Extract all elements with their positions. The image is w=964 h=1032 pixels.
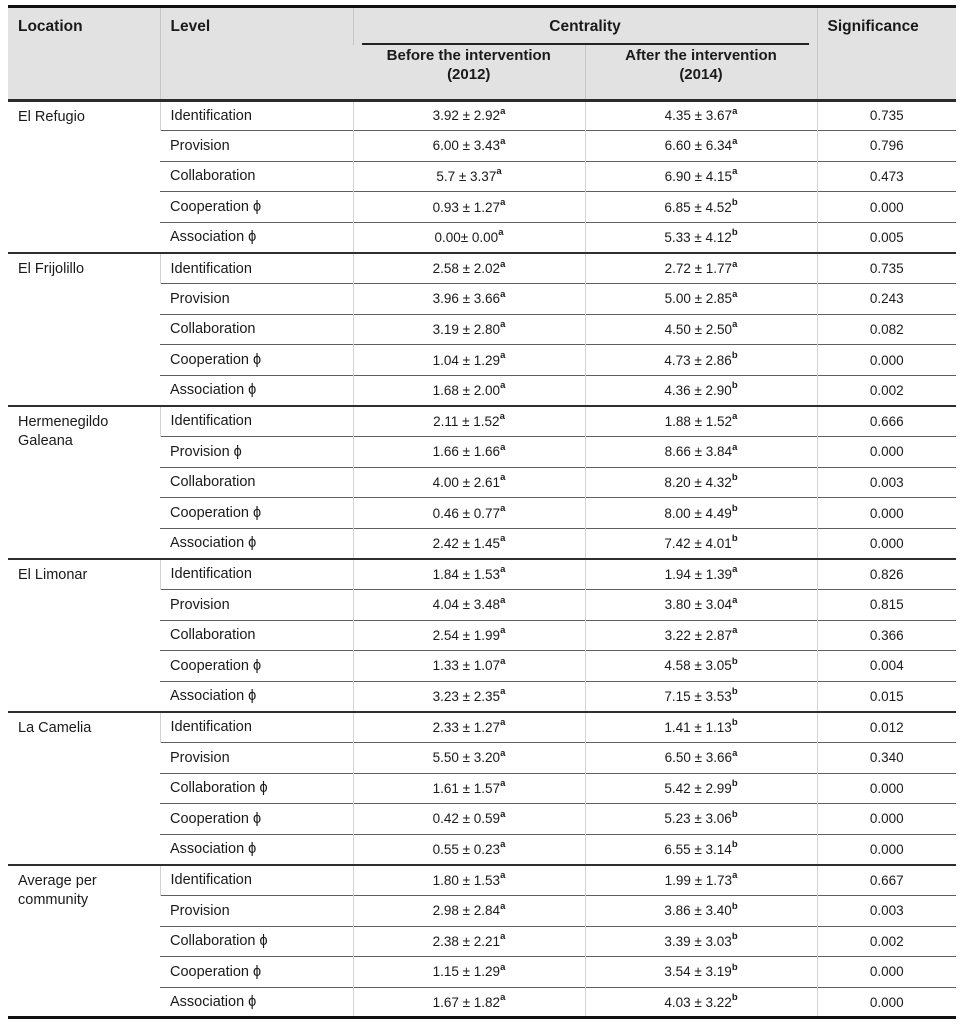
level-cell: Provision — [160, 895, 353, 926]
before-value-cell — [353, 498, 585, 529]
table-header — [8, 7, 956, 101]
after-value-cell — [585, 651, 817, 682]
location-cell: La Camelia — [8, 712, 160, 865]
superscript-b: b — [731, 839, 738, 851]
level-cell: Cooperation ϕ — [160, 498, 353, 529]
significance-cell — [817, 865, 956, 896]
superscript-b: b — [731, 931, 738, 943]
before-value-cell-text: 0.93 ± 1.27 — [432, 199, 501, 215]
superscript-a: a — [732, 594, 738, 606]
after-value-cell — [585, 804, 817, 835]
after-value-cell-text: 4.36 ± 2.90 — [664, 382, 732, 398]
centrality-table — [8, 5, 956, 1019]
superscript-a: a — [732, 166, 738, 178]
before-value-cell-text: 1.84 ± 1.53 — [432, 566, 501, 582]
superscript-b: b — [731, 533, 738, 545]
after-value-cell — [585, 314, 817, 345]
significance-cell — [817, 498, 956, 529]
superscript-a: a — [732, 411, 738, 423]
significance-cell-text: 0.000 — [869, 352, 904, 368]
before-value-cell — [353, 742, 585, 773]
after-value-cell — [585, 498, 817, 529]
header-centrality-label: Centrality — [362, 18, 809, 45]
significance-cell — [817, 895, 956, 926]
before-value-cell-text: 2.11 ± 1.52 — [433, 413, 500, 429]
level-cell: Provision — [160, 131, 353, 162]
level-cell: Association ϕ — [160, 528, 353, 559]
significance-cell — [817, 406, 956, 437]
after-value-cell — [585, 253, 817, 284]
level-cell: Collaboration — [160, 161, 353, 192]
before-value-cell — [353, 957, 585, 988]
significance-cell-text: 0.735 — [869, 108, 904, 124]
superscript-a: a — [500, 564, 506, 576]
before-value-cell — [353, 375, 585, 406]
before-value-cell — [353, 590, 585, 621]
before-value-cell — [353, 314, 585, 345]
before-value-cell — [353, 712, 585, 743]
significance-cell — [817, 528, 956, 559]
superscript-b: b — [731, 686, 738, 698]
before-value-cell — [353, 253, 585, 284]
significance-cell — [817, 345, 956, 376]
significance-cell — [817, 314, 956, 345]
significance-cell-text: 0.735 — [869, 261, 904, 277]
header-after — [585, 45, 817, 100]
after-value-cell-text: 8.00 ± 4.49 — [664, 505, 732, 521]
level-cell: Cooperation ϕ — [160, 804, 353, 835]
level-cell: Provision — [160, 284, 353, 315]
significance-cell — [817, 100, 956, 131]
superscript-a: a — [500, 533, 506, 545]
superscript-b: b — [731, 717, 738, 729]
before-value-cell-text: 2.58 ± 2.02 — [432, 261, 501, 277]
superscript-b: b — [731, 380, 738, 392]
before-value-cell-text: 2.98 ± 2.84 — [432, 903, 501, 919]
superscript-a: a — [500, 870, 506, 882]
superscript-a: a — [732, 258, 738, 270]
location-cell: El Frijolillo — [8, 253, 160, 406]
header-location: Location — [18, 18, 83, 35]
after-value-cell-text: 4.50 ± 2.50 — [664, 321, 733, 337]
level-cell: Identification — [160, 406, 353, 437]
superscript-a: a — [500, 288, 506, 300]
before-value-cell-text: 3.96 ± 3.66 — [432, 291, 501, 307]
significance-cell — [817, 834, 956, 865]
before-value-cell-text: 4.04 ± 3.48 — [432, 597, 501, 613]
after-value-cell — [585, 865, 817, 896]
before-value-cell-text: 0.00± 0.00 — [434, 229, 499, 245]
before-value-cell-text: 5.7 ± 3.37 — [436, 168, 497, 184]
significance-cell-text: 0.002 — [869, 933, 904, 949]
significance-cell — [817, 131, 956, 162]
after-value-cell-text: 5.00 ± 2.85 — [664, 291, 733, 307]
before-value-cell — [353, 651, 585, 682]
after-value-cell — [585, 620, 817, 651]
superscript-a: a — [500, 808, 506, 820]
after-value-cell — [585, 192, 817, 223]
superscript-b: b — [731, 350, 738, 362]
superscript-a: a — [732, 319, 738, 331]
superscript-a: a — [498, 227, 504, 239]
significance-cell-text: 0.000 — [869, 535, 904, 551]
after-value-cell-text: 5.42 ± 2.99 — [664, 780, 732, 796]
header-significance: Significance — [817, 7, 956, 101]
before-value-cell — [353, 100, 585, 131]
before-value-cell-text: 0.42 ± 0.59 — [432, 811, 501, 827]
header-row-main — [8, 7, 956, 46]
after-value-cell — [585, 590, 817, 621]
after-value-cell-text: 1.41 ± 1.13 — [664, 719, 732, 735]
superscript-a: a — [732, 564, 738, 576]
level-cell: Provision — [160, 590, 353, 621]
after-value-cell-text: 8.66 ± 3.84 — [664, 444, 733, 460]
level-cell: Association ϕ — [160, 375, 353, 406]
superscript-a: a — [500, 441, 506, 453]
significance-cell-text: 0.000 — [869, 994, 904, 1010]
superscript-a: a — [500, 594, 506, 606]
superscript-a: a — [500, 931, 506, 943]
after-value-cell — [585, 987, 817, 1018]
level-cell: Identification — [160, 712, 353, 743]
superscript-a: a — [500, 258, 506, 270]
before-value-cell — [353, 222, 585, 253]
before-value-cell-text: 3.19 ± 2.80 — [432, 321, 501, 337]
significance-cell — [817, 161, 956, 192]
superscript-a: a — [500, 747, 506, 759]
before-value-cell-text: 2.54 ± 1.99 — [432, 627, 501, 643]
before-value-cell-text: 1.66 ± 1.66 — [432, 444, 501, 460]
after-value-cell — [585, 895, 817, 926]
table-row — [8, 865, 956, 896]
superscript-a: a — [500, 503, 506, 515]
superscript-a: a — [500, 900, 506, 912]
header-before — [353, 45, 585, 100]
significance-cell — [817, 957, 956, 988]
superscript-a: a — [500, 319, 506, 331]
superscript-a: a — [500, 197, 506, 209]
before-value-cell — [353, 131, 585, 162]
significance-cell-text: 0.002 — [869, 382, 904, 398]
before-value-cell — [353, 528, 585, 559]
header-level: Level — [160, 7, 353, 101]
after-value-cell — [585, 926, 817, 957]
after-value-cell — [585, 161, 817, 192]
after-value-cell-text: 4.35 ± 3.67 — [664, 108, 733, 124]
level-cell: Collaboration — [160, 620, 353, 651]
significance-cell — [817, 742, 956, 773]
significance-cell — [817, 467, 956, 498]
significance-cell-text: 0.000 — [869, 199, 904, 215]
before-value-cell — [353, 192, 585, 223]
before-value-cell — [353, 406, 585, 437]
significance-cell-text: 0.012 — [869, 719, 904, 735]
after-value-cell — [585, 131, 817, 162]
superscript-a: a — [500, 655, 506, 667]
significance-cell-text: 0.003 — [869, 903, 904, 919]
superscript-a: a — [500, 472, 506, 484]
before-value-cell-text: 0.46 ± 0.77 — [432, 505, 501, 521]
superscript-a: a — [500, 839, 506, 851]
after-value-cell — [585, 957, 817, 988]
before-value-cell — [353, 620, 585, 651]
level-cell: Association ϕ — [160, 681, 353, 712]
significance-cell-text: 0.815 — [869, 597, 904, 613]
superscript-a: a — [500, 625, 506, 637]
superscript-a: a — [500, 717, 506, 729]
level-cell: Provision — [160, 742, 353, 773]
superscript-a: a — [732, 441, 738, 453]
superscript-a: a — [732, 288, 738, 300]
before-value-cell-text: 3.23 ± 2.35 — [432, 688, 501, 704]
before-value-cell — [353, 161, 585, 192]
table-row — [8, 559, 956, 590]
before-value-cell — [353, 437, 585, 468]
level-cell: Collaboration — [160, 314, 353, 345]
significance-cell-text: 0.366 — [869, 627, 904, 643]
level-cell: Cooperation ϕ — [160, 345, 353, 376]
after-value-cell-text: 1.99 ± 1.73 — [664, 872, 733, 888]
after-value-cell — [585, 559, 817, 590]
significance-cell-text: 0.826 — [869, 566, 904, 582]
significance-cell-text: 0.796 — [869, 138, 904, 154]
before-value-cell — [353, 926, 585, 957]
level-cell: Cooperation ϕ — [160, 957, 353, 988]
after-value-cell — [585, 100, 817, 131]
before-value-cell-text: 1.68 ± 2.00 — [432, 382, 501, 398]
significance-cell — [817, 773, 956, 804]
significance-cell-text: 0.000 — [869, 964, 904, 980]
after-value-cell — [585, 681, 817, 712]
after-value-cell — [585, 437, 817, 468]
superscript-a: a — [496, 166, 502, 178]
superscript-a: a — [500, 135, 506, 147]
after-value-cell-text: 4.03 ± 3.22 — [664, 994, 732, 1010]
before-value-cell — [353, 284, 585, 315]
before-value-cell-text: 0.55 ± 0.23 — [432, 841, 501, 857]
after-value-cell-text: 4.58 ± 3.05 — [664, 658, 732, 674]
significance-cell — [817, 437, 956, 468]
before-value-cell-text: 1.80 ± 1.53 — [432, 872, 501, 888]
before-value-cell-text: 2.33 ± 1.27 — [432, 719, 501, 735]
significance-cell — [817, 284, 956, 315]
after-value-cell-text: 4.73 ± 2.86 — [664, 352, 732, 368]
before-value-cell-text: 2.38 ± 2.21 — [432, 933, 501, 949]
significance-cell — [817, 192, 956, 223]
after-value-cell — [585, 467, 817, 498]
significance-cell-text: 0.082 — [869, 321, 904, 337]
before-value-cell-text: 1.15 ± 1.29 — [432, 964, 501, 980]
before-value-cell-text: 6.00 ± 3.43 — [432, 138, 501, 154]
after-value-cell-text: 7.42 ± 4.01 — [664, 535, 732, 551]
superscript-b: b — [731, 961, 738, 973]
level-cell: Collaboration — [160, 467, 353, 498]
level-cell: Identification — [160, 559, 353, 590]
level-cell: Association ϕ — [160, 987, 353, 1018]
superscript-b: b — [731, 808, 738, 820]
significance-cell-text: 0.000 — [869, 841, 904, 857]
after-value-cell — [585, 222, 817, 253]
after-value-cell — [585, 834, 817, 865]
after-value-cell-text: 5.33 ± 4.12 — [664, 229, 732, 245]
before-value-cell — [353, 559, 585, 590]
significance-cell-text: 0.473 — [869, 168, 904, 184]
significance-cell-text: 0.000 — [869, 444, 904, 460]
significance-cell-text: 0.004 — [869, 658, 904, 674]
superscript-a: a — [500, 380, 506, 392]
table-row — [8, 253, 956, 284]
significance-cell — [817, 620, 956, 651]
significance-cell-text: 0.003 — [869, 474, 904, 490]
before-value-cell-text: 2.42 ± 1.45 — [432, 535, 501, 551]
superscript-b: b — [731, 227, 738, 239]
superscript-a: a — [499, 411, 505, 423]
table-row — [8, 712, 956, 743]
level-cell: Cooperation ϕ — [160, 192, 353, 223]
after-value-cell-text: 6.55 ± 3.14 — [664, 841, 732, 857]
superscript-b: b — [731, 503, 738, 515]
before-value-cell-text: 3.92 ± 2.92 — [432, 108, 501, 124]
before-value-cell-text: 4.00 ± 2.61 — [432, 474, 501, 490]
level-cell: Association ϕ — [160, 222, 353, 253]
after-value-cell — [585, 528, 817, 559]
after-value-cell-text: 1.94 ± 1.39 — [664, 566, 733, 582]
before-value-cell — [353, 987, 585, 1018]
significance-cell — [817, 222, 956, 253]
after-value-cell — [585, 742, 817, 773]
header-before-label: Before the intervention (2012) — [386, 47, 551, 83]
before-value-cell-text: 5.50 ± 3.20 — [432, 750, 501, 766]
location-cell: El Refugio — [18, 108, 85, 125]
superscript-a: a — [732, 747, 738, 759]
superscript-b: b — [731, 472, 738, 484]
header-centrality — [353, 7, 817, 46]
level-cell: Association ϕ — [160, 834, 353, 865]
level-cell: Identification — [160, 865, 353, 896]
after-value-cell-text: 6.90 ± 4.15 — [664, 168, 733, 184]
before-value-cell — [353, 773, 585, 804]
level-cell: Identification — [160, 253, 353, 284]
superscript-a: a — [500, 961, 506, 973]
before-value-cell-text: 1.61 ± 1.57 — [432, 780, 501, 796]
significance-cell-text: 0.000 — [869, 811, 904, 827]
significance-cell-text: 0.340 — [869, 750, 904, 766]
significance-cell-text: 0.243 — [869, 291, 904, 307]
after-value-cell-text: 3.22 ± 2.87 — [664, 627, 733, 643]
before-value-cell-text: 1.33 ± 1.07 — [432, 658, 501, 674]
superscript-b: b — [731, 900, 738, 912]
table-row — [8, 100, 956, 131]
significance-cell — [817, 804, 956, 835]
significance-cell — [817, 375, 956, 406]
significance-cell — [817, 590, 956, 621]
superscript-a: a — [732, 105, 738, 117]
superscript-b: b — [731, 197, 738, 209]
after-value-cell-text: 8.20 ± 4.32 — [664, 474, 732, 490]
level-cell: Collaboration ϕ — [160, 773, 353, 804]
superscript-a: a — [732, 625, 738, 637]
before-value-cell-text: 1.67 ± 1.82 — [432, 994, 501, 1010]
significance-cell — [817, 651, 956, 682]
after-value-cell — [585, 712, 817, 743]
superscript-b: b — [731, 655, 738, 667]
superscript-a: a — [500, 778, 506, 790]
significance-cell-text: 0.667 — [869, 872, 904, 888]
after-value-cell-text: 3.54 ± 3.19 — [664, 964, 732, 980]
level-cell: Cooperation ϕ — [160, 651, 353, 682]
after-value-cell — [585, 406, 817, 437]
superscript-a: a — [732, 870, 738, 882]
before-value-cell — [353, 895, 585, 926]
superscript-b: b — [731, 778, 738, 790]
significance-cell-text: 0.000 — [869, 505, 904, 521]
before-value-cell — [353, 467, 585, 498]
after-value-cell-text: 6.60 ± 6.34 — [664, 138, 733, 154]
after-value-cell-text: 6.85 ± 4.52 — [664, 199, 732, 215]
level-cell: Provision ϕ — [160, 437, 353, 468]
after-value-cell-text: 6.50 ± 3.66 — [664, 750, 733, 766]
significance-cell-text: 0.000 — [869, 780, 904, 796]
level-cell: Collaboration ϕ — [160, 926, 353, 957]
superscript-b: b — [731, 992, 738, 1004]
superscript-a: a — [500, 350, 506, 362]
significance-cell — [817, 987, 956, 1018]
table-row — [8, 406, 956, 437]
before-value-cell — [353, 865, 585, 896]
header-after-label: After the intervention (2014) — [625, 47, 777, 83]
significance-cell — [817, 681, 956, 712]
after-value-cell — [585, 284, 817, 315]
after-value-cell-text: 1.88 ± 1.52 — [664, 413, 733, 429]
superscript-a: a — [500, 105, 506, 117]
after-value-cell-text: 2.72 ± 1.77 — [664, 261, 733, 277]
significance-cell-text: 0.005 — [869, 229, 904, 245]
after-value-cell — [585, 345, 817, 376]
significance-cell-text: 0.666 — [869, 413, 904, 429]
superscript-a: a — [500, 992, 506, 1004]
superscript-a: a — [732, 135, 738, 147]
after-value-cell — [585, 375, 817, 406]
after-value-cell-text: 3.80 ± 3.04 — [664, 597, 733, 613]
location-cell: Average per community — [8, 865, 160, 1018]
before-value-cell — [353, 345, 585, 376]
before-value-cell — [353, 681, 585, 712]
significance-cell — [817, 926, 956, 957]
after-value-cell-text: 3.39 ± 3.03 — [664, 933, 732, 949]
after-value-cell-text: 3.86 ± 3.40 — [664, 903, 732, 919]
superscript-a: a — [500, 686, 506, 698]
significance-cell — [817, 559, 956, 590]
significance-cell — [817, 712, 956, 743]
location-cell: El Limonar — [8, 559, 160, 712]
before-value-cell-text: 1.04 ± 1.29 — [432, 352, 501, 368]
after-value-cell — [585, 773, 817, 804]
location-cell: Hermenegildo Galeana — [8, 406, 160, 559]
before-value-cell — [353, 804, 585, 835]
table-body — [8, 100, 956, 1018]
level-cell: Identification — [160, 100, 353, 131]
after-value-cell-text: 5.23 ± 3.06 — [664, 811, 732, 827]
before-value-cell — [353, 834, 585, 865]
after-value-cell-text: 7.15 ± 3.53 — [664, 688, 732, 704]
significance-cell-text: 0.015 — [869, 688, 904, 704]
significance-cell — [817, 253, 956, 284]
